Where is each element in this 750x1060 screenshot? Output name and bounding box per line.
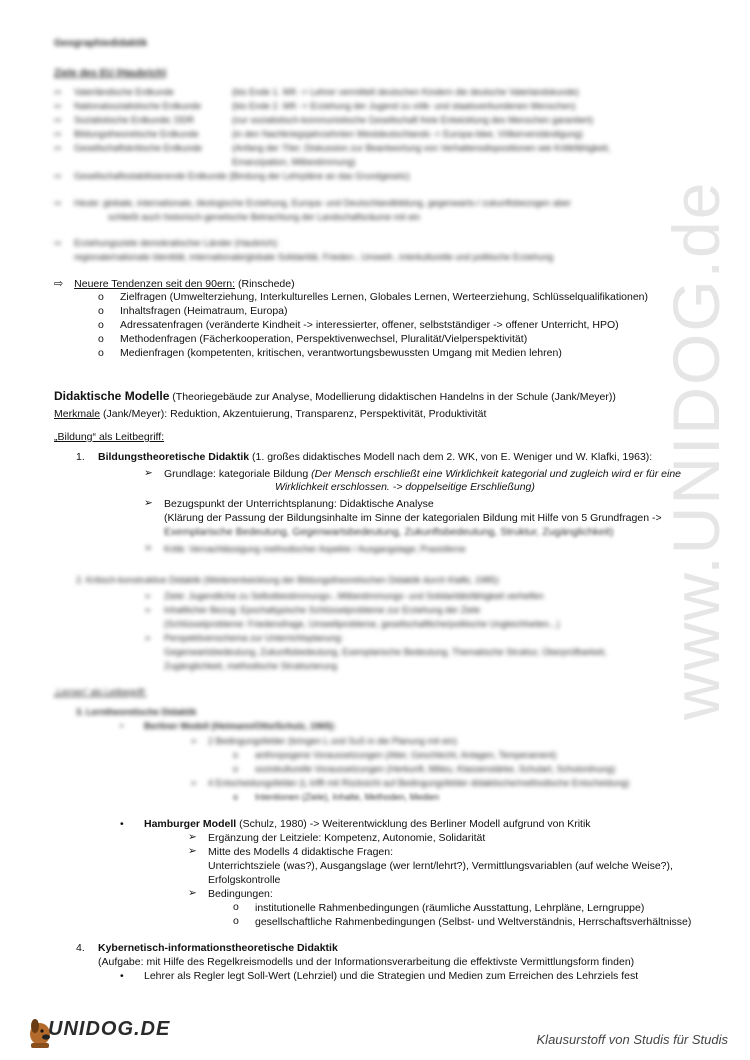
ziele-label: Gesellschaftskritische Erdkunde (74, 143, 203, 153)
berliner-line: Berliner Modell (Heimann/Otto/Schulz, 1965): (144, 721, 337, 731)
logo-text: UNIDOG.DE (48, 1018, 171, 1040)
hamburger-e3a: institutionelle Rahmenbedingungen (räumliche Ausstattung, Lehrpläne, Lerngruppe) (255, 902, 645, 914)
lernen-label: „Lernen“ als Leitbegriff: (54, 687, 147, 697)
berliner-b1a: anthropogene Voraussetzungen (Alter, Geschlecht, Anlagen, Temperament) (255, 750, 557, 760)
didaktische-suffix: (Theoriegebäude zur Analyse, Modellierung didaktischen Handelns in der Schule (Jank/Meyer)) (169, 391, 616, 403)
arrow-icon: ⇨ (54, 238, 62, 248)
didaktische-title: Didaktische Modelle (54, 389, 170, 403)
arrowhead-icon: ➢ (188, 887, 197, 899)
arrowhead-icon: ➢ (144, 542, 153, 554)
ziele-desc: (nur sozialistisch-kommunistische Gesellschaft freie Entwicklung des Menschen garantiert) (232, 115, 594, 125)
item1-suffix: (1. großes didaktisches Modell nach dem 2. WK, von E. Weniger und W. Klafki, 1963): (249, 451, 653, 463)
ziele-label: Erziehungsziele demokratischer Länder (Haubrich): (74, 238, 280, 248)
ziele-desc: (in den Nachkriegsjahrzehnten Westdeutschlands -> Europa-Idee, Völkerverständigung) (232, 129, 583, 139)
tendenzen-suffix: (Rinschede) (235, 278, 295, 290)
circle-icon: o (233, 792, 239, 802)
hamburger-title: Hamburger Modell (144, 818, 237, 830)
ziele-heading: Ziele des EU (Haubrich) (54, 68, 167, 79)
didaktische-heading (54, 389, 616, 403)
bezug-line-2: (Klärung der Passung der Bildungsinhalte im Sinne der kategorialen Bildung mit Hilfe von 5 Grundfragen -> (164, 512, 662, 524)
arrowhead-icon: ➢ (188, 845, 197, 857)
ziele-label: Vaterländische Erdkunde (74, 87, 174, 97)
merkmale-text: (Jank/Meyer): Reduktion, Akzentuierung, Transparenz, Perspektivität, Produktivität (100, 408, 487, 420)
arrow-icon: ⇨ (54, 278, 64, 290)
item1-title: Bildungstheoretische Didaktik (98, 451, 250, 463)
footer-slogan: Klausurstoff von Studis für Studis (536, 1032, 728, 1047)
hamburger-e3b: gesellschaftliche Rahmenbedingungen (Selbst- und Weltverständnis, Herrschaftsverhältnisse) (255, 916, 692, 928)
grundlage-text: Grundlage: kategoriale Bildung (164, 468, 312, 480)
bullet-icon: • (120, 721, 124, 731)
arrowhead-icon: ➢ (188, 831, 197, 843)
ziele-label: schließt auch historisch-genetische Betrachtung der Landschaftsräume mit ein (108, 212, 421, 222)
berliner-b1b: soziokulturelle Voraussetzungen (Herkunft, Milieu, Klassenstärke, Schulart, Schulordnung) (255, 764, 616, 774)
ziele-label: Gesellschaftsstabilisierende Erdkunde (Bindung der Lehrpläne an das Grundgesetz) (74, 171, 410, 181)
berliner-b2: 4 Entscheidungsfelder (L trifft mit Rücksicht auf Bedingungsfelder didaktische/methodische Entscheidung) (208, 778, 630, 788)
berliner-b1: 2 Bedingungsfelder (bringen L und SuS in die Planung mit ein) (208, 736, 457, 746)
ziele-label: Nationalsozialistische Erdkunde (74, 101, 202, 111)
item1-number: 1. (76, 451, 85, 463)
circle-icon: o (233, 764, 239, 774)
circle-icon: o (98, 347, 104, 359)
tendenzen-item: Adressatenfragen (veränderte Kindheit -> interessierter, offener, selbstständiger -> offener Unterricht, HPO) (120, 319, 619, 331)
arrow-icon: ⇨ (54, 171, 62, 181)
ziele-label: Sozialistische Erdkunde; DDR (74, 115, 195, 125)
bullet-icon: • (120, 970, 124, 982)
hamburger-line (144, 818, 591, 832)
tendenzen-title: Neuere Tendenzen seit den 90ern: (74, 278, 236, 290)
ziele-desc: (Anfang der 70er; Diskussion zur Beantwortung von Verhaltensdispositionen wie Kritikfähigkeit, (232, 143, 611, 153)
arrowhead-icon: ➢ (144, 467, 153, 479)
arrowhead-icon: ➢ (190, 736, 198, 746)
circle-icon: o (233, 915, 239, 927)
item1-line (98, 451, 652, 465)
arrowhead-icon: ➢ (144, 605, 152, 615)
item3-line: 3. Lerntheoretische Didaktik (76, 707, 197, 717)
circle-icon: o (98, 291, 104, 303)
merkmale-label: Merkmale (54, 408, 101, 420)
tendenzen-item: Zielfragen (Umwelterziehung, Interkulturelles Lernen, Globales Lernen, Werteerziehung, Schlüsselqualifikationen) (120, 291, 649, 303)
tendenzen-heading (54, 278, 295, 292)
hamburger-e2: Mitte des Modells 4 didaktische Fragen: (208, 846, 394, 858)
circle-icon: o (233, 750, 239, 760)
arrow-icon: ⇨ (54, 115, 62, 125)
hamburger-suffix: (Schulz, 1980) -> Weiterentwicklung des Berliner Modell aufgrund von Kritik (236, 818, 591, 830)
hamburger-e2b: Erfolgskontrolle (208, 874, 281, 886)
item4-aufgabe: (Aufgabe: mit Hilfe des Regelkreismodells und der Informationsverarbeitung die effektivste Vermittlungsform finden) (98, 956, 635, 968)
circle-icon: o (98, 305, 104, 317)
watermark: www.UNIDOG.de (659, 180, 733, 720)
doc-title: Geographiedidaktik (54, 38, 148, 49)
ziele-desc: (bis Ende 1. WK -> Lehrer vermittelt deutschen Kindern die deutsche Vaterlandskunde) (232, 87, 579, 97)
grundlage-italic-2: Wirklichkeit erschlossen. -> doppelseitige Erschließung) (275, 481, 535, 493)
arrowhead-icon: ➢ (144, 633, 152, 643)
circle-icon: o (233, 901, 239, 913)
bezug-line-1: Bezugspunkt der Unterrichtsplanung: Didaktische Analyse (164, 498, 434, 510)
item2-detail: Ziele: Jugendliche zu Selbstbestimmungs-, Mitbestimmungs- und Solidaritätsfähigkeit verhelfen (164, 591, 544, 601)
ziele-label: Bildungstheoretische Erdkunde (74, 129, 199, 139)
item4-number: 4. (76, 942, 85, 954)
bildung-label: „Bildung“ als Leitbegriff: (54, 431, 165, 443)
hamburger-e2a: Unterrichtsziele (was?), Ausgangslage (wer lernt/lehrt?), Vermittlungsvariablen (auf welche Weise?), (208, 860, 673, 872)
ziele-desc: (bis Ende 2. WK -> Erziehung der Jugend zu völk- und staatsverbundenen Menschen) (232, 101, 576, 111)
circle-icon: o (98, 333, 104, 345)
bezug-line-3: Exemplarische Bedeutung, Gegenwartsbedeutung, Zukunftsbedeutung, Struktur, Zugänglichkeit) (164, 526, 614, 538)
arrow-icon: ⇨ (54, 198, 62, 208)
berliner-b2a: Intentionen (Ziele), Inhalte, Methoden, Medien (255, 792, 440, 802)
merkmale-line (54, 408, 486, 422)
grundlage-line (164, 468, 681, 482)
item4-title: Kybernetisch-informationstheoretische Didaktik (98, 942, 338, 954)
tendenzen-item: Medienfragen (kompetenten, kritischen, verantwortungsbewussten Umgang mit Medien lehren) (120, 347, 562, 359)
item2-detail: Perspektivenschema zur Unterrichtsplanung: (164, 633, 344, 643)
item4-bullet: Lehrer als Regler legt Soll-Wert (Lehrziel) und die Strategien und Medien zum Erreichen des Lehrziels fest (144, 970, 639, 982)
item2-detail: Zugänglichkeit, methodische Strukturierung (164, 661, 338, 671)
bullet-icon: • (120, 818, 124, 830)
arrowhead-icon: ➢ (144, 497, 153, 509)
circle-icon: o (98, 319, 104, 331)
ziele-label: Heute: globale, internationale, ökologische Erziehung, Europa- und Deutschlandbildung, gegenwarts-/ zukunftsbezogen aber (74, 198, 571, 208)
item2-line: 2. Kritisch-konstruktive Didaktik (Weiterentwicklung der Bildungstheoretischen Didaktik durch Klafki, 1985): (76, 575, 501, 585)
arrow-icon: ⇨ (54, 101, 62, 111)
arrowhead-icon: ➢ (190, 778, 198, 788)
arrow-icon: ⇨ (54, 129, 62, 139)
kritik-line: Kritik: Vernachlässigung methodischer Aspekte / Ausgangslage; Praxisferne (164, 544, 466, 554)
item2-detail: Gegenwartsbedeutung, Zukunftsbedeutung, Exemplarische Bedeutung, Thematische Struktur, Überprüfbarkeit, (164, 647, 607, 657)
ziele-label: regionale/nationale Identität, internationale/globale Solidarität, Frieden-, Umwelt-, interkulturelle und politische Erziehung (74, 252, 554, 262)
item2-detail: Inhaltlicher Bezug: Epochaltypische Schlüsselprobleme zur Erziehung der Ziele (164, 605, 481, 615)
arrow-icon: ⇨ (54, 143, 62, 153)
arrow-icon: ⇨ (54, 87, 62, 97)
tendenzen-item: Inhaltsfragen (Heimatraum, Europa) (120, 305, 288, 317)
grundlage-italic: (Der Mensch erschließt eine Wirklichkeit kategorial und zugleich wird er für eine (311, 468, 681, 480)
item2-detail: (Schlüsselprobleme: Friedensfrage, Umweltprobleme, gesellschaftliche/politische Ungleichheiten...) (164, 619, 560, 629)
tendenzen-item: Methodenfragen (Fächerkooperation, Perspektivenwechsel, Pluralität/Vielperspektivität) (120, 333, 528, 345)
hamburger-e1: Ergänzung der Leitziele: Kompetenz, Autonomie, Solidarität (208, 832, 486, 844)
hamburger-e3: Bedingungen: (208, 888, 273, 900)
arrowhead-icon: ➢ (144, 591, 152, 601)
ziele-desc: Emanzipation, Mitbestimmung) (232, 157, 356, 167)
